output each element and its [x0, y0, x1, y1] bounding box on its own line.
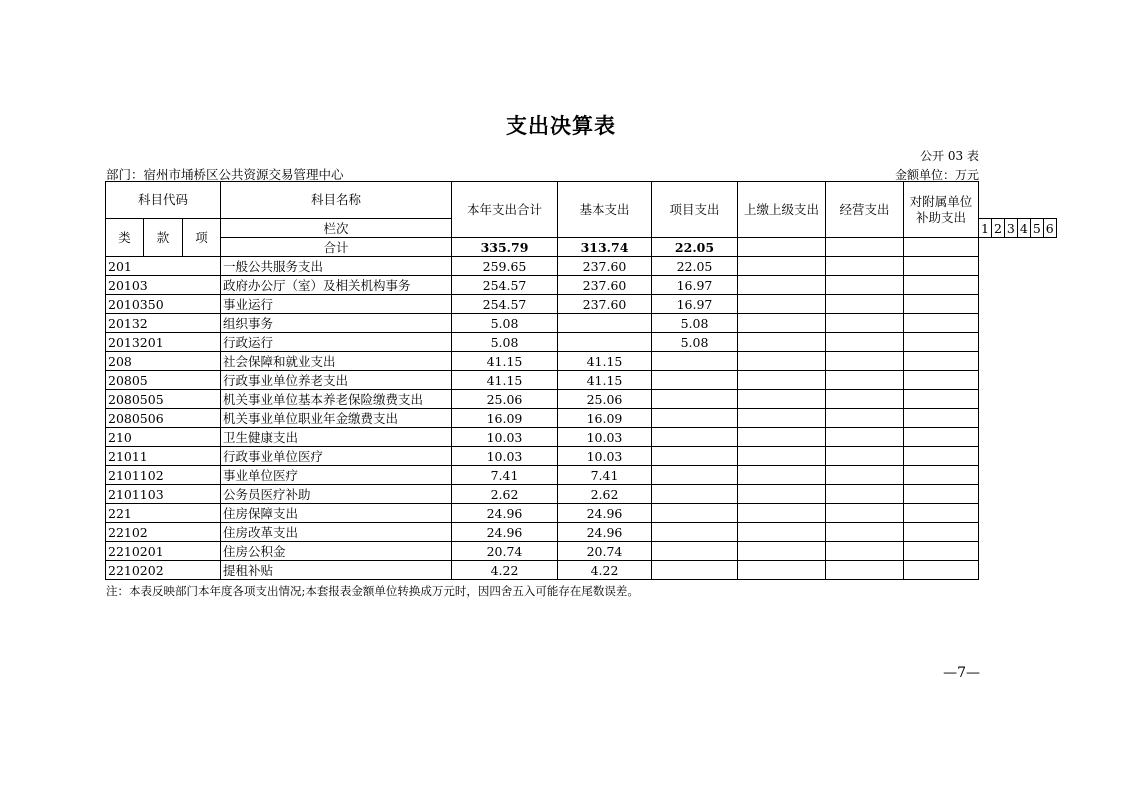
row-upper	[738, 257, 826, 276]
row-project: 5.08	[652, 333, 738, 352]
table-row	[106, 504, 1057, 523]
row-basic: 24.96	[558, 504, 652, 523]
header-kuan: 款	[144, 219, 183, 257]
row-project	[652, 466, 738, 485]
header-basic: 基本支出	[558, 182, 652, 238]
row-basic: 237.60	[558, 295, 652, 314]
row-operating	[826, 314, 904, 333]
row-code: 2080506	[106, 409, 221, 428]
table-row	[106, 523, 1057, 542]
amount-unit-label: 金额单位：万元	[894, 168, 979, 182]
row-operating	[826, 371, 904, 390]
row-operating	[826, 466, 904, 485]
row-code: 2080505	[106, 390, 221, 409]
row-subsidy	[904, 409, 979, 428]
header-col4: 4	[1017, 219, 1030, 238]
header-col2: 2	[991, 219, 1004, 238]
row-operating	[826, 428, 904, 447]
row-project	[652, 352, 738, 371]
row-subsidy	[904, 314, 979, 333]
row-project	[652, 447, 738, 466]
row-operating	[826, 447, 904, 466]
row-name: 组织事务	[221, 314, 452, 333]
row-code: 208	[106, 352, 221, 371]
row-project	[652, 390, 738, 409]
row-code: 2101102	[106, 466, 221, 485]
header-col3: 3	[1004, 219, 1017, 238]
row-project	[652, 523, 738, 542]
row-operating	[826, 257, 904, 276]
row-project: 16.97	[652, 295, 738, 314]
row-total: 254.57	[452, 295, 558, 314]
page-title: 支出决算表	[506, 114, 616, 138]
row-subsidy	[904, 542, 979, 561]
row-total: 254.57	[452, 276, 558, 295]
row-subsidy	[904, 485, 979, 504]
row-basic: 10.03	[558, 447, 652, 466]
table-row	[106, 371, 1057, 390]
row-basic: 20.74	[558, 542, 652, 561]
row-upper	[738, 447, 826, 466]
header-upper: 上缴上级支出	[738, 182, 826, 238]
row-basic: 4.22	[558, 561, 652, 580]
form-number: 公开 03 表	[920, 149, 979, 163]
row-subsidy	[904, 504, 979, 523]
row-operating	[826, 276, 904, 295]
table-row	[106, 257, 1057, 276]
row-code: 20805	[106, 371, 221, 390]
row-code: 22102	[106, 523, 221, 542]
row-name: 机关事业单位基本养老保险缴费支出	[221, 390, 452, 409]
table-row	[106, 295, 1057, 314]
table-body	[106, 257, 1057, 580]
row-code: 210	[106, 428, 221, 447]
header-project: 项目支出	[652, 182, 738, 238]
row-subsidy	[904, 352, 979, 371]
row-total: 10.03	[452, 447, 558, 466]
row-code: 201	[106, 257, 221, 276]
row-upper	[738, 409, 826, 428]
row-subsidy	[904, 523, 979, 542]
header-subsidy	[904, 182, 979, 238]
table-row	[106, 561, 1057, 580]
table-row	[106, 466, 1057, 485]
row-code: 221	[106, 504, 221, 523]
row-project	[652, 561, 738, 580]
header-lei: 类	[106, 219, 144, 257]
row-code: 20103	[106, 276, 221, 295]
row-name: 行政运行	[221, 333, 452, 352]
row-operating	[826, 561, 904, 580]
row-total: 41.15	[452, 352, 558, 371]
row-operating	[826, 504, 904, 523]
row-name: 住房保障支出	[221, 504, 452, 523]
table-row	[106, 485, 1057, 504]
table-row	[106, 447, 1057, 466]
row-project	[652, 485, 738, 504]
row-basic: 16.09	[558, 409, 652, 428]
row-name: 住房公积金	[221, 542, 452, 561]
header-col6: 6	[1043, 219, 1056, 238]
row-total: 4.22	[452, 561, 558, 580]
row-basic: 2.62	[558, 485, 652, 504]
row-upper	[738, 523, 826, 542]
row-upper	[738, 295, 826, 314]
row-code: 2210202	[106, 561, 221, 580]
row-total: 5.08	[452, 333, 558, 352]
row-total: 16.09	[452, 409, 558, 428]
row-total: 7.41	[452, 466, 558, 485]
summary-label: 合计	[221, 238, 452, 257]
header-operating: 经营支出	[826, 182, 904, 238]
row-operating	[826, 523, 904, 542]
header-code: 科目代码	[106, 182, 221, 219]
summary-total: 335.79	[452, 238, 558, 257]
row-name: 行政事业单位医疗	[221, 447, 452, 466]
row-upper	[738, 276, 826, 295]
summary-project: 22.05	[652, 238, 738, 257]
row-project: 16.97	[652, 276, 738, 295]
row-name: 提租补贴	[221, 561, 452, 580]
header-total: 本年支出合计	[452, 182, 558, 238]
row-total: 2.62	[452, 485, 558, 504]
row-basic: 41.15	[558, 352, 652, 371]
row-name: 机关事业单位职业年金缴费支出	[221, 409, 452, 428]
row-subsidy	[904, 257, 979, 276]
header-subsidy-line2: 补助支出	[915, 209, 966, 225]
row-total: 25.06	[452, 390, 558, 409]
row-basic: 7.41	[558, 466, 652, 485]
row-project	[652, 409, 738, 428]
row-code: 2101103	[106, 485, 221, 504]
row-code: 2210201	[106, 542, 221, 561]
row-operating	[826, 333, 904, 352]
row-project	[652, 371, 738, 390]
department-label: 部门：宿州市埇桥区公共资源交易管理中心	[106, 167, 344, 182]
row-project	[652, 542, 738, 561]
summary-row	[106, 238, 1057, 257]
row-basic: 237.60	[558, 276, 652, 295]
row-upper	[738, 314, 826, 333]
row-total: 24.96	[452, 504, 558, 523]
row-name: 公务员医疗补助	[221, 485, 452, 504]
row-upper	[738, 352, 826, 371]
row-basic: 25.06	[558, 390, 652, 409]
table-row	[106, 276, 1057, 295]
row-basic: 41.15	[558, 371, 652, 390]
row-upper	[738, 390, 826, 409]
row-total: 24.96	[452, 523, 558, 542]
header-xiang: 项	[183, 219, 221, 257]
row-upper	[738, 466, 826, 485]
row-project	[652, 504, 738, 523]
row-subsidy	[904, 390, 979, 409]
row-total: 5.08	[452, 314, 558, 333]
row-project: 22.05	[652, 257, 738, 276]
row-subsidy	[904, 333, 979, 352]
row-total: 20.74	[452, 542, 558, 561]
row-upper	[738, 428, 826, 447]
table-row	[106, 352, 1057, 371]
table-row	[106, 409, 1057, 428]
row-upper	[738, 504, 826, 523]
row-subsidy	[904, 276, 979, 295]
row-operating	[826, 485, 904, 504]
table-row	[106, 542, 1057, 561]
row-operating	[826, 409, 904, 428]
row-subsidy	[904, 561, 979, 580]
row-subsidy	[904, 295, 979, 314]
row-upper	[738, 561, 826, 580]
row-upper	[738, 485, 826, 504]
header-col1: 1	[979, 219, 992, 238]
row-upper	[738, 371, 826, 390]
header-subsidy-line1: 对附属单位	[909, 193, 973, 209]
row-name: 政府办公厅（室）及相关机构事务	[221, 276, 452, 295]
row-total: 10.03	[452, 428, 558, 447]
row-basic: 10.03	[558, 428, 652, 447]
row-operating	[826, 390, 904, 409]
row-basic	[558, 314, 652, 333]
header-row-1	[106, 182, 1057, 219]
row-upper	[738, 542, 826, 561]
table-row	[106, 390, 1057, 409]
row-name: 住房改革支出	[221, 523, 452, 542]
header-name: 科目名称	[221, 182, 452, 219]
row-subsidy	[904, 466, 979, 485]
row-basic: 237.60	[558, 257, 652, 276]
table-row	[106, 333, 1057, 352]
table-row	[106, 428, 1057, 447]
header-column-no: 栏次	[221, 219, 452, 238]
table-row	[106, 314, 1057, 333]
row-basic	[558, 333, 652, 352]
row-subsidy	[904, 428, 979, 447]
footnote: 注：本表反映部门本年度各项支出情况;本套报表金额单位转换成万元时，因四舍五入可能存在尾数误差。	[106, 584, 639, 598]
row-code: 21011	[106, 447, 221, 466]
expenditure-table	[105, 181, 1057, 580]
row-upper	[738, 333, 826, 352]
row-total: 259.65	[452, 257, 558, 276]
page-number: —7—	[943, 665, 980, 681]
row-name: 事业运行	[221, 295, 452, 314]
row-project	[652, 428, 738, 447]
row-operating	[826, 352, 904, 371]
row-total: 41.15	[452, 371, 558, 390]
row-name: 行政事业单位养老支出	[221, 371, 452, 390]
row-name: 事业单位医疗	[221, 466, 452, 485]
row-basic: 24.96	[558, 523, 652, 542]
row-name: 卫生健康支出	[221, 428, 452, 447]
row-code: 2013201	[106, 333, 221, 352]
row-subsidy	[904, 371, 979, 390]
row-operating	[826, 542, 904, 561]
header-col5: 5	[1030, 219, 1043, 238]
summary-basic: 313.74	[558, 238, 652, 257]
row-code: 20132	[106, 314, 221, 333]
row-code: 2010350	[106, 295, 221, 314]
row-operating	[826, 295, 904, 314]
row-name: 一般公共服务支出	[221, 257, 452, 276]
row-name: 社会保障和就业支出	[221, 352, 452, 371]
row-subsidy	[904, 447, 979, 466]
row-project: 5.08	[652, 314, 738, 333]
